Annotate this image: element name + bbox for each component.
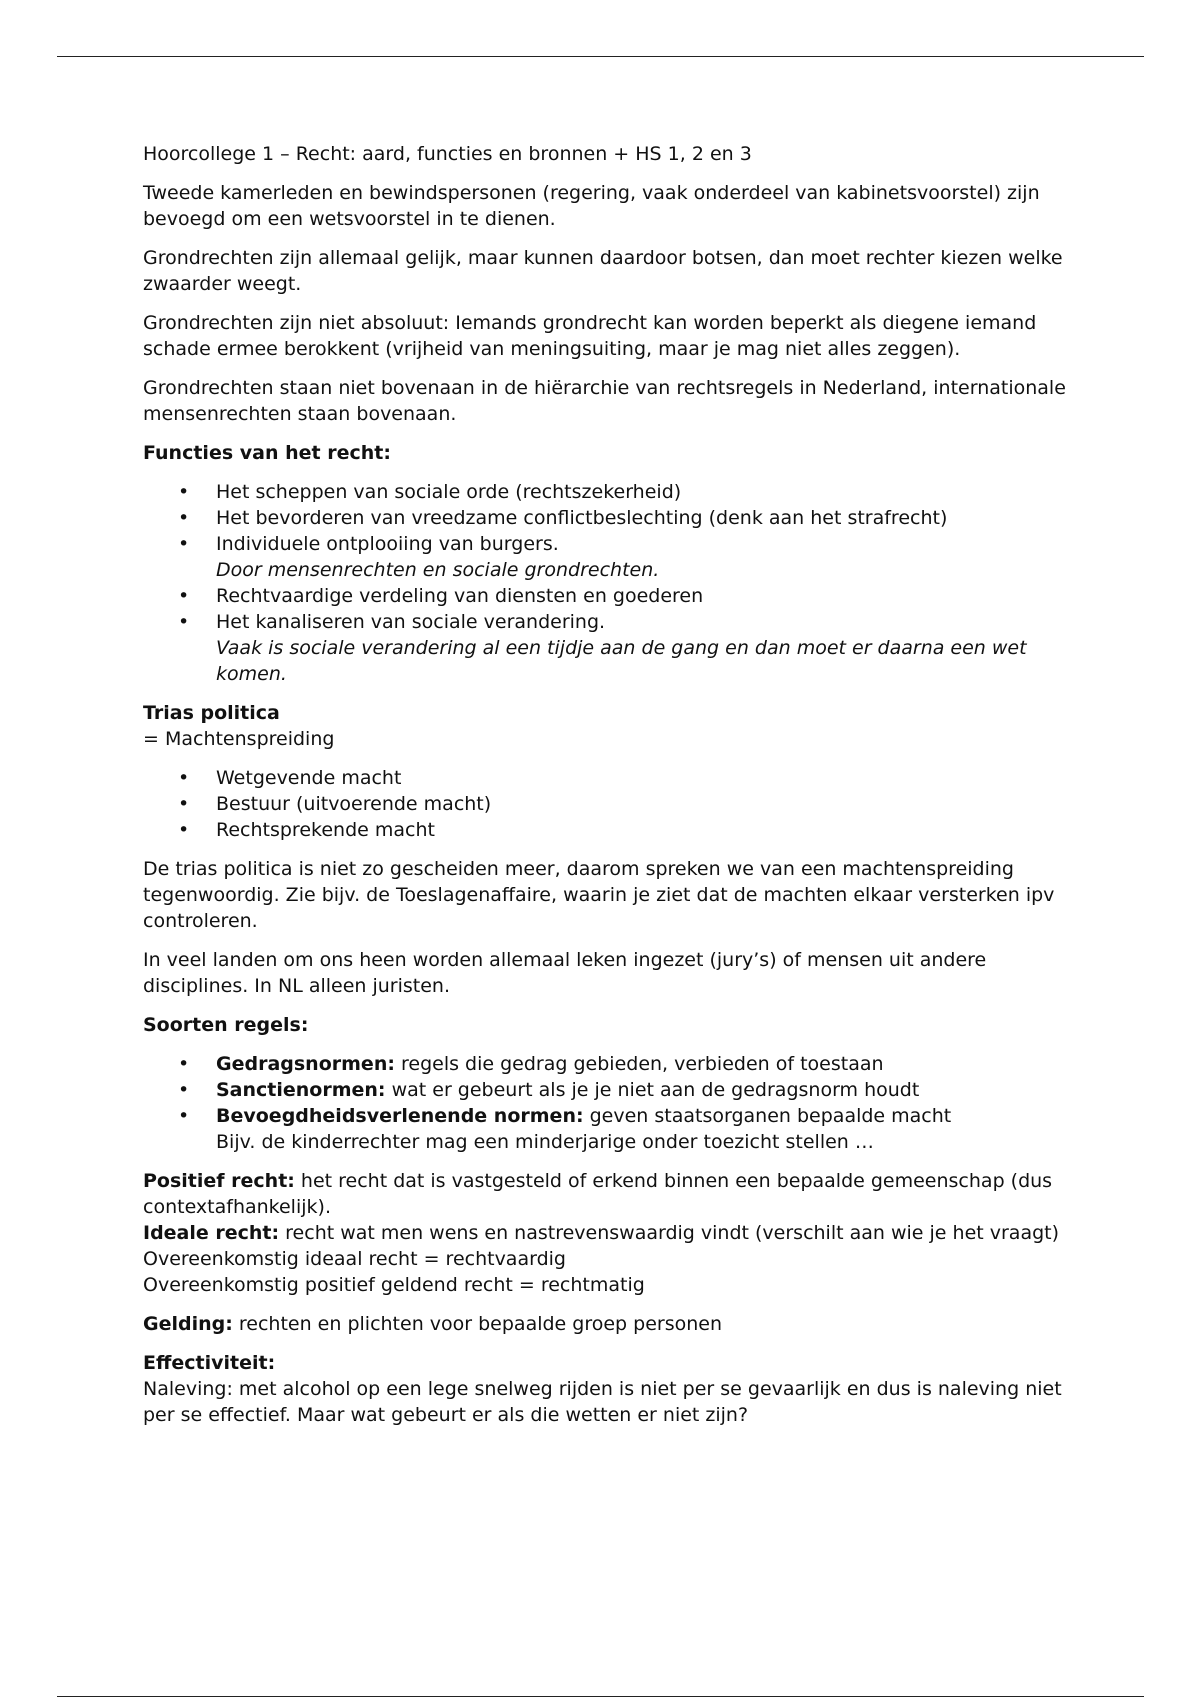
footer-rule <box>57 1696 1144 1697</box>
trias-list <box>143 765 1078 843</box>
document-body <box>143 141 1078 1441</box>
positief-recht-equation: Overeenkomstig positief geldend recht = rechtmatig <box>143 1274 645 1296</box>
positief-recht-definition: Positief recht: het recht dat is vastgesteld of erkend binnen een bepaalde gemeenschap (dus contextafhankelijk). <box>143 1170 1053 1218</box>
trias-paragraph-1: De trias politica is niet zo gescheiden meer, daarom spreken we van een machtenspreiding tegenwoordig. Zie bijv. de Toeslagenaffaire, waarin je ziet dat de machten elkaar versterken ipv controleren. <box>143 858 1055 932</box>
effectiviteit-heading: Effectiviteit: <box>143 1352 276 1374</box>
ideaal-recht-equation: Overeenkomstig ideaal recht = rechtvaardig <box>143 1248 566 1270</box>
list-item: • Het kanaliseren van sociale verandering. Vaak is sociale verandering al een tijdje aan de gang en dan moet er daarna een wet komen. <box>143 609 1078 687</box>
list-item: • Rechtvaardige verdeling van diensten en goederen <box>178 585 704 607</box>
list-item-note: Door mensenrechten en sociale grondrechten. <box>216 559 660 581</box>
gelding-definition: Gelding: rechten en plichten voor bepaalde groep personen <box>143 1313 723 1335</box>
list-item: • Individuele ontplooiing van burgers. Door mensenrechten en sociale grondrechten. <box>143 531 1078 583</box>
functies-list <box>143 479 1078 687</box>
trias-heading: Trias politica <box>143 702 280 724</box>
list-item-note: Vaak is sociale verandering al een tijdje aan de gang en dan moet er daarna een wet komen. <box>216 637 1027 685</box>
document-title: Hoorcollege 1 – Recht: aard, functies en bronnen + HS 1, 2 en 3 <box>143 143 752 165</box>
intro-paragraph-1: Tweede kamerleden en bewindspersonen (regering, vaak onderdeel van kabinetsvoorstel) zijn bevoegd om een wetsvoorstel in te dienen. <box>143 182 1040 230</box>
ideaal-recht-definition: Ideale recht: recht wat men wens en nastrevenswaardig vindt (verschilt aan wie je het vraagt) <box>143 1222 1060 1244</box>
intro-paragraph-4: Grondrechten staan niet bovenaan in de hiërarchie van rechtsregels in Nederland, internationale mensenrechten staan bovenaan. <box>143 377 1066 425</box>
header-rule <box>57 56 1144 57</box>
soorten-heading: Soorten regels: <box>143 1014 309 1036</box>
intro-paragraph-3: Grondrechten zijn niet absoluut: Iemands grondrecht kan worden beperkt als diegene iemand schade ermee berokkent (vrijheid van meningsuiting, maar je mag niet alles zeggen). <box>143 312 1037 360</box>
list-item: • Het bevorderen van vreedzame conflictbeslechting (denk aan het strafrecht) <box>178 507 948 529</box>
list-item: • Rechtsprekende macht <box>178 819 435 841</box>
list-item-note: Bijv. de kinderrechter mag een minderjarige onder toezicht stellen … <box>216 1131 874 1153</box>
soorten-list <box>143 1051 1078 1155</box>
trias-paragraph-2: In veel landen om ons heen worden allemaal leken ingezet (jury’s) of mensen uit andere disciplines. In NL alleen juristen. <box>143 949 987 997</box>
intro-paragraph-2: Grondrechten zijn allemaal gelijk, maar kunnen daardoor botsen, dan moet rechter kiezen welke zwaarder weegt. <box>143 247 1063 295</box>
trias-subheading: = Machtenspreiding <box>143 728 335 750</box>
effectiviteit-paragraph: Naleving: met alcohol op een lege snelweg rijden is niet per se gevaarlijk en dus is naleving niet per se effectief. Maar wat gebeurt er als die wetten er niet zijn? <box>143 1378 1062 1426</box>
list-item: • Wetgevende macht <box>178 767 402 789</box>
list-item: • Gedragsnormen: regels die gedrag gebieden, verbieden of toestaan <box>178 1053 884 1075</box>
list-item: • Bestuur (uitvoerende macht) <box>178 793 492 815</box>
list-item: • Het scheppen van sociale orde (rechtszekerheid) <box>178 481 682 503</box>
list-item: • Bevoegdheidsverlenende normen: geven staatsorganen bepaalde macht Bijv. de kinderrechter mag een minderjarige onder toezicht stellen … <box>143 1103 1078 1155</box>
functies-heading: Functies van het recht: <box>143 442 391 464</box>
list-item: • Sanctienormen: wat er gebeurt als je je niet aan de gedragsnorm houdt <box>178 1079 920 1101</box>
